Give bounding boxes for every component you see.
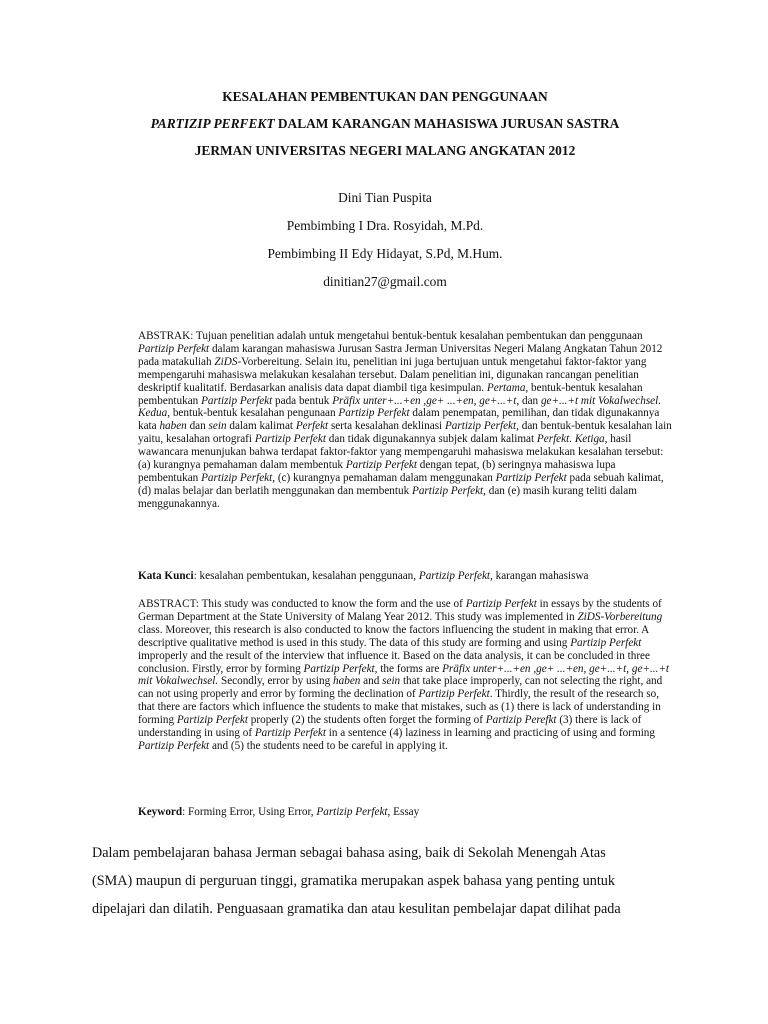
abstrak-seg: hasil wawancara menunjukan bahwa terdapat faktor-faktor yang mempengaruhi mahasiswa melakukan kesalahan tersebut: (a) kurangnya pemahaman dalam membentuk [138,433,664,472]
abstract-seg: and [360,675,383,688]
body-line-1: Dalam pembelajaran bahasa Jerman sebagai bahasa asing, baik di Sekolah Menengah Atas [92,845,606,861]
abstract-italic: haben [333,675,361,688]
title-italic-term: PARTIZIP PERFEKT [150,116,275,131]
abstrak-seg: -Vorbereitung. Selain itu, penelitian ini juga bertujuan untuk mengetahui faktor-faktor yang mempengaruhi mahasiswa melakukan kesalahan tersebut. Dalam penelitian ini, digunakan rancangan penelitian deskriptif kualitatif. Berdasarkan analisis data dapat diambil tiga kesimpulan. [138,355,647,394]
abstrak-paragraph [138,330,678,511]
kata-kunci-seg: , karangan mahasiswa [490,570,589,582]
abstrak-italic: Präfix unter+...+en ,ge+ ...+en, ge+...+t, [332,394,520,407]
abstract-italic: Partizip Perfekt [465,598,537,610]
abstrak-italic: sein [208,420,227,433]
abstract-italic: ZiDS-Vorbereitung [577,610,663,623]
title-line-2-rest: DALAM KARANGAN MAHASISWA JURUSAN SASTRA [274,116,620,131]
keyword-italic: Partizip Perfekt [316,806,388,818]
abstract-seg: properly (2) the students often forget the forming of [248,714,486,727]
abstrak-seg: pada bentuk [272,394,333,407]
abstrak-seg: dalam penempatan, pemilihan, dan tidak digunakannya kata [138,407,660,433]
abstract-italic: Partizip Perfekt [570,636,642,649]
abstract-seg: class. Moreover, this research is also conducted to know the factors influencing the student in making that error. A descriptive qualitative method is used in this study. The data of this study are forming and using [138,623,649,649]
abstrak-italic: Partizip Perfekt [138,342,210,355]
abstrak-seg: serta kesalahan deklinasi [328,420,445,433]
keyword-text [138,806,678,819]
abstract-seg: . Thirdly, the result of the research so, that there are factors which influence the students to make that mistakes, such as (1) there is lack of understanding in forming [138,688,661,727]
keyword-label: Keyword [138,806,183,818]
abstract-seg: improperly and the result of the interview that influence it. Based on the data analysis, it can be concluded in three conclusion. Firstly, error by forming [138,649,650,675]
author-name: Dini Tian Puspita [338,190,432,205]
abstrak-seg: ABSTRAK: Tujuan penelitian adalah untuk mengetahui bentuk-bentuk kesalahan pembentukan dan penggunaan [138,330,643,342]
abstrak-seg: , bentuk-bentuk kesalahan pembentukan [138,381,643,407]
abstrak-seg: , dan (e) masih kurang teliti dalam menggunakannya. [138,484,637,510]
abstrak-seg: dan [519,394,541,407]
abstract-seg: Secondly, error by using [218,675,334,688]
abstrak-seg: dengan tepat, (b) seringnya mahasiswa lupa pembentukan [138,459,616,484]
abstrak-italic: Partizip Perfekt [254,433,326,446]
abstrak-seg: , bentuk-bentuk kesalahan pengunaan [167,407,339,420]
abstract-italic: Partizip Perfekt [176,714,248,727]
abstrak-italic: Partizip Perfekt, [444,420,519,433]
abstrak-seg: dan [186,420,209,433]
keyword-seg: , Essay [387,806,420,818]
title-line-2 [60,110,710,137]
abstract-paragraph [138,598,678,753]
abstract-seg: (3) there is lack of understanding in using of [138,714,642,740]
paper-title [60,83,710,164]
title-line-1: KESALAHAN PEMBENTUKAN DAN PENGGUNAAN [222,89,548,104]
abstract-italic: Partizip Perfekt [254,727,326,740]
body-paragraph [92,839,690,923]
kata-kunci-label: Kata Kunci [138,570,194,582]
abstrak-italic: Partizip Perfekt, [201,471,276,484]
abstrak-italic: Partizip Perfekt [345,459,417,472]
abstrak-seg: dan bentuk-bentuk kesalahan lain yaitu, kesalahan ortografi [138,420,672,446]
kata-kunci-paragraph [138,570,678,583]
abstract-italic: Partizip Perfekt [418,688,490,701]
advisor-2: Pembimbing II Edy Hidayat, S.Pd, M.Hum. [267,246,503,261]
title-line-3: JERMAN UNIVERSITAS NEGERI MALANG ANGKATAN 2012 [194,143,576,158]
abstrak-seg: dan tidak digunakannya subjek dalam kalimat [325,433,537,446]
advisor-1: Pembimbing I Dra. Rosyidah, M.Pd. [286,218,484,233]
abstrak-italic: Pertama [486,381,526,394]
keyword-seg: : Forming Error, Using Error, [182,806,317,818]
abstract-italic: Partizip Perefkt [485,714,557,727]
body-line-3: dipelajari dan dilatih. Penguasaan gramatika dan atau kesulitan pembelajar dapat dilihat pada [92,901,621,917]
kata-kunci-text [138,570,678,583]
abstract-italic: Partizip Perfekt, [303,662,378,675]
abstrak-seg: dalam kalimat [226,420,296,433]
abstract-italic: Partizip Perfekt [138,739,210,752]
abstract-seg: ABSTRACT: This study was conducted to know the form and the use of [138,598,466,610]
abstrak-italic: Perfekt [295,420,329,433]
kata-kunci-italic: Partizip Perfekt [418,570,491,582]
abstrak-italic: Partizip Perfekt [201,394,273,407]
abstrak-italic: ge+...+t mit Vokalwechsel. Kedua [138,394,662,420]
abstract-seg: the forms are [377,662,443,675]
abstract-italic: sein [382,675,401,688]
body-line-2: (SMA) maupun di perguruan tinggi, gramatika merupakan aspek bahasa yang penting untuk [92,873,615,889]
abstract-italic: Präfix unter+...+en ,ge+ ...+en, ge+...+t, ge+...+t mit Vokalwechsel. [138,662,670,688]
abstrak-italic: Perfekt. Ketiga, [536,433,608,446]
abstrak-seg: dalam karangan mahasiswa Jurusan Sastra Jerman Universitas Negeri Malang Angkatan Tahun 2012 pada matakuliah [138,342,663,368]
abstrak-italic: Partizip Perfekt [338,407,410,420]
abstrak-text [138,330,678,511]
author-email: dinitian27@gmail.com [323,274,447,289]
abstract-seg: and (5) the students need to be careful in applying it. [209,739,448,752]
abstract-seg: that take place improperly, can not selecting the right, and can not using properly and error by forming the declination of [138,675,663,701]
abstrak-seg: pada sebuah kalimat, (d) malas belajar dan berlatih menggunakan dan membentuk [138,471,664,497]
abstract-seg: in essays by the students of German Department at the State University of Malang Year 2012. This study was implemented in [138,598,662,623]
abstrak-italic: Partizip Perfekt [495,471,567,484]
kata-kunci-seg: : kesalahan pembentukan, kesalahan penggunaan, [193,570,419,582]
keyword-paragraph [138,806,678,819]
abstrak-seg: (c) kurangnya pemahaman dalam menggunakan [275,471,496,484]
abstract-text [138,598,678,753]
abstrak-italic: haben [159,420,187,433]
abstract-seg: in a sentence (4) laziness in learning and practicing of using and forming [326,727,655,740]
abstrak-italic: Partizip Perfekt [412,484,484,497]
abstrak-italic: ZiDS [214,355,238,368]
